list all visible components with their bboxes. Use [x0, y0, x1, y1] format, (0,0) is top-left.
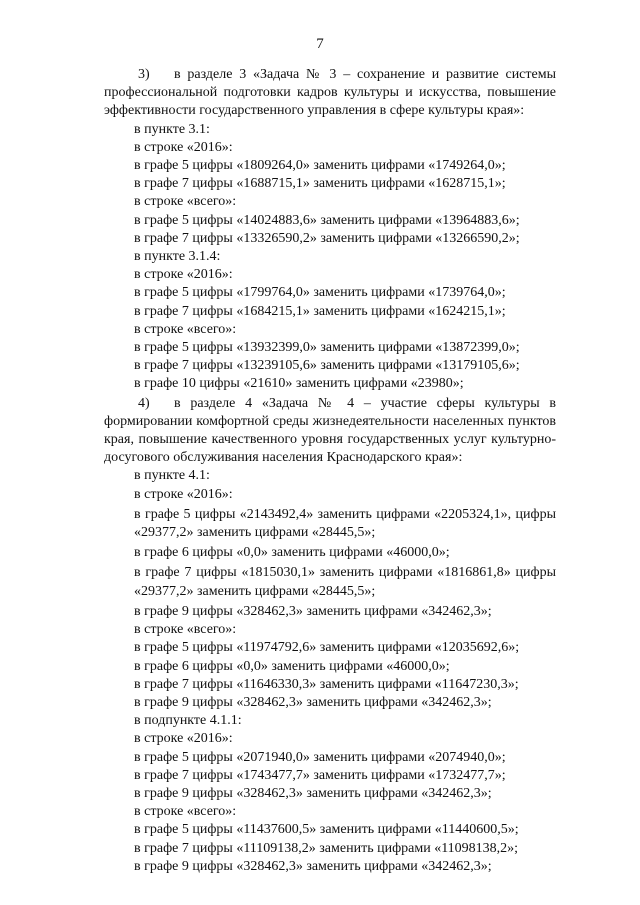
line: в графе 7 цифры «13326590,2» заменить цифрами «13266590,2»;: [134, 230, 520, 246]
line: в пункте 3.1.4:: [134, 249, 221, 265]
line: в графе 7 цифры «11109138,2» заменить цифрами «11098138,2»;: [134, 840, 519, 856]
line: в графе 7 цифры «1684215,1» заменить цифрами «1624215,1»;: [134, 303, 506, 319]
document-body: [104, 66, 556, 876]
line: в графе 5 цифры «1799764,0» заменить цифрами «1739764,0»;: [134, 285, 506, 301]
line: в графе 5 цифры «13932399,0» заменить цифрами «13872399,0»;: [134, 340, 520, 356]
line: в графе 9 цифры «328462,3» заменить цифрами «342462,3»;: [134, 603, 492, 619]
line: в графе 5 цифры «11974792,6» заменить цифрами «12035692,6»;: [134, 640, 520, 656]
line: в пункте 4.1:: [134, 468, 210, 484]
line: в строке «2016»:: [134, 731, 233, 747]
paragraph-section-4: [104, 395, 556, 468]
section-4-text: в разделе 4 «Задача № 4 – участие сферы культуры в формировании комфортной среды жизнедеятельности населенных пунктов края, повышение качественного уровня государственных услуг культурно-досугового обслуживания населения Краснодарского края»:: [104, 395, 556, 466]
line: в подпункте 4.1.1:: [134, 713, 242, 729]
line: в графе 5 цифры «2071940,0» заменить цифрами «2074940,0»;: [134, 749, 506, 765]
line: в графе 6 цифры «0,0» заменить цифрами «46000,0»;: [134, 545, 450, 561]
line: в графе 7 цифры «11646330,3» заменить цифрами «11647230,3»;: [134, 676, 519, 692]
line-wrapped: в графе 5 цифры «2143492,4» заменить цифрами «2205324,1», цифры «29377,2» заменить цифрами «28445,5»;: [134, 506, 556, 541]
line: в строке «всего»:: [134, 804, 237, 820]
page-number: 7: [316, 36, 324, 52]
paragraph-section-3: [104, 66, 556, 121]
line: в графе 7 цифры «1688715,1» заменить цифрами «1628715,1»;: [134, 176, 506, 192]
line-wrapped: в графе 7 цифры «1815030,1» заменить цифрами «1816861,8» цифры «29377,2» заменить цифрами «28445,5»;: [134, 565, 556, 599]
line: в графе 5 цифры «11437600,5» заменить цифрами «11440600,5»;: [134, 822, 519, 838]
line: в строке «всего»:: [134, 194, 237, 210]
line: в графе 6 цифры «0,0» заменить цифрами «46000,0»;: [134, 658, 450, 674]
line: в графе 9 цифры «328462,3» заменить цифрами «342462,3»;: [134, 694, 492, 710]
line: в графе 5 цифры «14024883,6» заменить цифрами «13964883,6»;: [134, 212, 520, 228]
line: в графе 7 цифры «13239105,6» заменить цифрами «13179105,6»;: [134, 358, 520, 374]
line: в графе 10 цифры «21610» заменить цифрами «23980»;: [134, 376, 464, 392]
line: в графе 7 цифры «1743477,7» заменить цифрами «1732477,7»;: [134, 767, 506, 783]
line: в строке «2016»:: [134, 486, 233, 502]
item-number: 4): [138, 395, 150, 411]
line: в графе 9 цифры «328462,3» заменить цифрами «342462,3»;: [134, 785, 492, 801]
section-3-text: в разделе 3 «Задача № 3 – сохранение и развитие системы профессиональной подготовки кадров культуры и искусства, повышение эффективности государственного управления в сфере культуры края»:: [104, 67, 556, 119]
item-number: 3): [138, 67, 150, 82]
line: в пункте 3.1:: [134, 121, 210, 137]
line: в строке «всего»:: [134, 622, 237, 638]
line: в графе 9 цифры «328462,3» заменить цифрами «342462,3»;: [134, 858, 492, 874]
line: в строке «всего»:: [134, 321, 237, 337]
line: в строке «2016»:: [134, 139, 233, 155]
line: в строке «2016»:: [134, 267, 233, 283]
line: в графе 5 цифры «1809264,0» заменить цифрами «1749264,0»;: [134, 158, 506, 174]
